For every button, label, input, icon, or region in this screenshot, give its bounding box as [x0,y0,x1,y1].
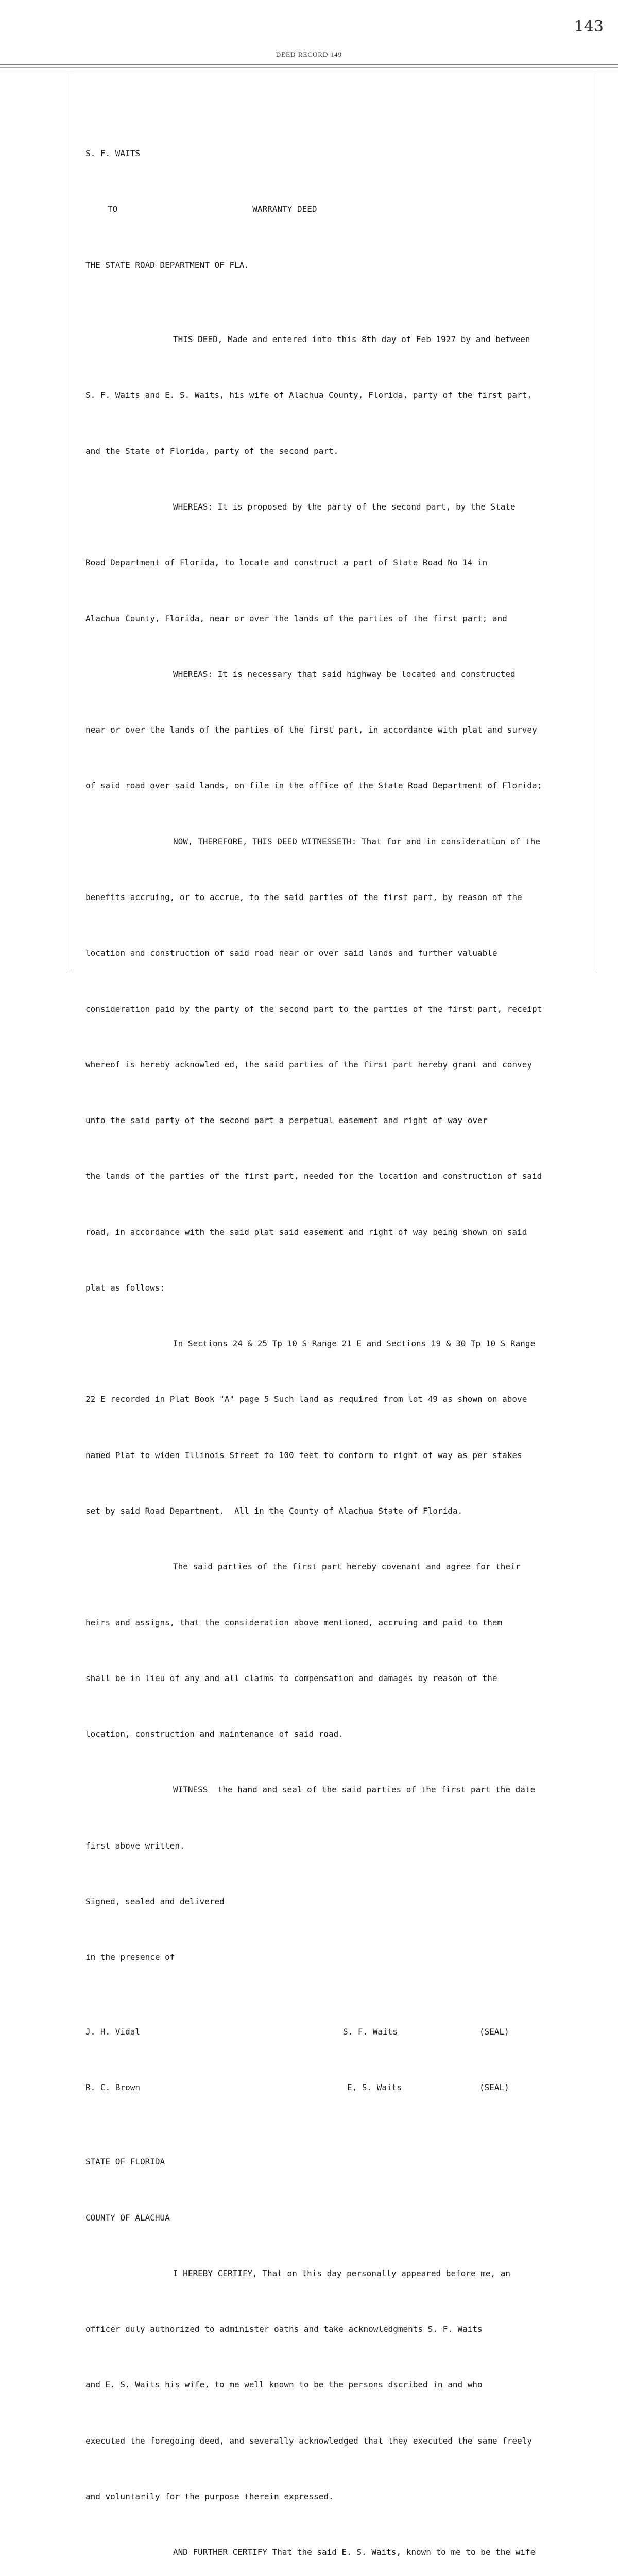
body-line: Signed, sealed and delivered [85,1896,225,1906]
ack-line: officer duly authorized to administer oaths and take acknowledgments S. F. Waits [85,2324,483,2334]
body-line: in the presence of [85,1952,175,1962]
body-line: heirs and assigns, that the consideration above mentioned, accruing and paid to them [85,1617,503,1628]
ack-line: AND FURTHER CERTIFY That the said E. S. Waits, known to me to be the wife [173,2547,536,2557]
grantee-line: THE STATE ROAD DEPARTMENT OF FLA. [85,260,249,270]
ack-line: and voluntarily for the purpose therein expressed. [85,2492,334,2501]
body-line: unto the said party of the second part a perpetual easement and right of way over [85,1115,488,1126]
seal-mark: (SEAL) [479,2082,509,2092]
body-line: of said road over said lands, on file in the office of the State Road Department of Florida; [85,781,542,791]
body-line: location, construction and maintenance of said road. [85,1729,344,1739]
body-line: In Sections 24 & 25 Tp 10 S Range 21 E and Sections 19 & 30 Tp 10 S Range [173,1338,536,1349]
signature-row [85,2023,595,2041]
body-line: Alachua County, Florida, near or over the lands of the parties of the first part; and [85,613,507,623]
signer-name: S. F. Waits [343,2026,398,2037]
header-rule-secondary [0,67,618,68]
ack-line: STATE OF FLORIDA [85,2157,165,2167]
body-line: set by said Road Department. All in the County of Alachua State of Florida. [85,1506,463,1516]
deed-body [85,107,595,2576]
ack-line: I HEREBY CERTIFY, That on this day personally appeared before me, an [173,2268,511,2278]
to-title-line [85,200,595,218]
header-rule [0,64,618,65]
running-header: DEED RECORD 149 [276,50,342,58]
seal-mark: (SEAL) [479,2026,509,2037]
body-line: THIS DEED, Made and entered into this 8th day of Feb 1927 by and between [173,334,530,345]
body-line: WHEREAS: It is proposed by the party of the second part, by the State [173,501,516,512]
witness-name: R. C. Brown [85,2082,140,2092]
body-line: road, in accordance with the said plat said easement and right of way being shown on said [85,1227,527,1237]
body-line: shall be in lieu of any and all claims to compensation and damages by reason of the [85,1673,497,1683]
witness-name: J. H. Vidal [85,2026,140,2037]
ack-line: COUNTY OF ALACHUA [85,2212,170,2223]
body-line: WHEREAS: It is necessary that said highway be located and constructed [173,669,516,679]
body-line: first above written. [85,1840,185,1851]
body-line: benefits accruing, or to accrue, to the said parties of the first part, by reason of the [85,892,522,902]
body-line: location and construction of said road near or over said lands and further valuable [85,948,497,958]
doc-type-title: WARRANTY DEED [252,204,317,214]
body-line: near or over the lands of the parties of the first part, in accordance with plat and survey [85,725,537,735]
body-line: consideration paid by the party of the second part to the parties of the first part, receipt [85,1004,542,1014]
body-line: The said parties of the first part hereby covenant and agree for their [173,1562,521,1572]
body-line: NOW, THEREFORE, THIS DEED WITNESSETH: That for and in consideration of the [173,836,540,846]
signature-row [85,2078,595,2097]
body-line: WITNESS the hand and seal of the said parties of the first part the date [173,1785,536,1795]
ack-line: and E. S. Waits his wife, to me well known to be the persons dscribed in and who [85,2380,483,2390]
body-line: 22 E recorded in Plat Book "A" page 5 Such land as required from lot 49 as shown on above [85,1394,527,1404]
body-line: S. F. Waits and E. S. Waits, his wife of Alachua County, Florida, party of the first part, [85,390,532,400]
body-line: and the State of Florida, party of the second part. [85,446,339,456]
signer-name: E, S. Waits [347,2082,402,2092]
body-line: Road Department of Florida, to locate and construct a part of State Road No 14 in [85,557,488,568]
body-line: the lands of the parties of the first part, needed for the location and construction of said [85,1171,542,1181]
to-label: TO [108,204,118,214]
body-line: plat as follows: [85,1282,165,1293]
page-number: 143 [574,18,604,36]
grantor-line: S. F. WAITS [85,148,140,159]
body-line: whereof is hereby acknowled ed, the said parties of the first part hereby grant and convey [85,1059,532,1070]
ack-line: executed the foregoing deed, and severally acknowledged that they executed the same freely [85,2435,532,2446]
body-line: named Plat to widen Illinois Street to 100 feet to conform to right of way as per stakes [85,1450,522,1460]
